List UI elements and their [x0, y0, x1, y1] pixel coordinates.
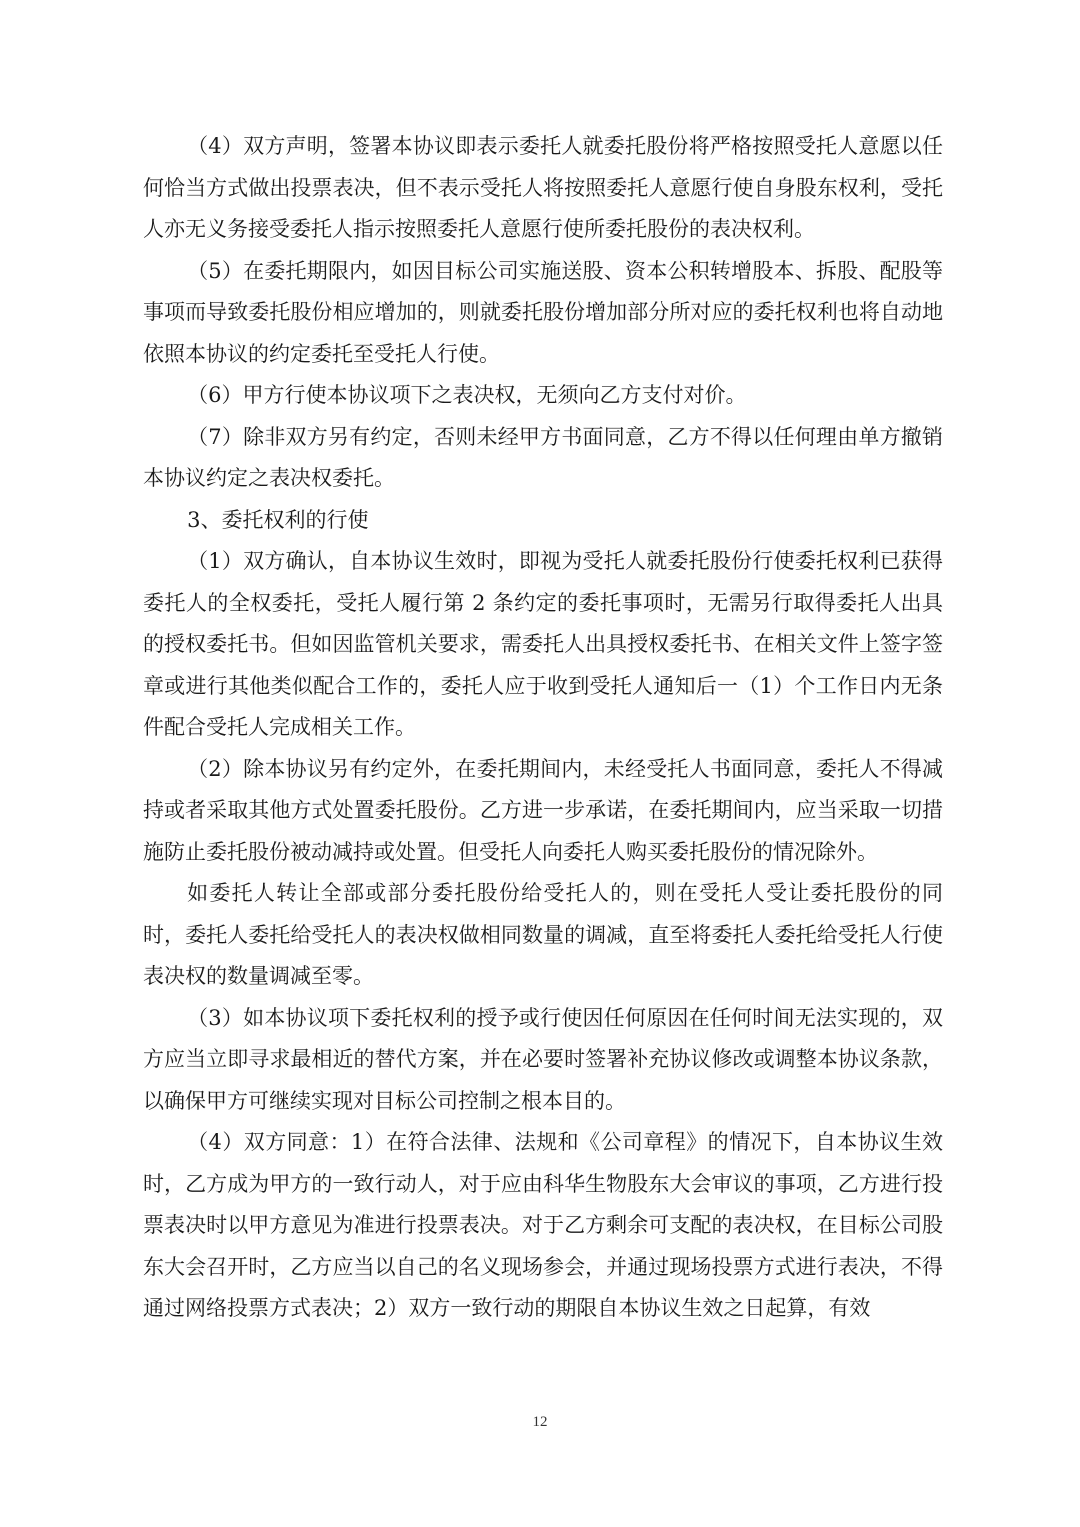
clause-paragraph: （5）在委托期限内，如因目标公司实施送股、资本公积转增股本、拆股、配股等事项而导致委托股份相应增加的，则就委托股份增加部分所对应的委托权利也将自动地依照本协议的约定委托至受托人行使。 [143, 258, 943, 366]
clause-paragraph: （6）甲方行使本协议项下之表决权，无须向乙方支付对价。 [187, 383, 747, 407]
clause-paragraph: （3）如本协议项下委托权利的授予或行使因任何原因在任何时间无法实现的，双方应当立即寻求最相近的替代方案，并在必要时签署补充协议修改或调整本协议条款，以确保甲方可继续实现对目标公司控制之根本目的。 [143, 1005, 943, 1113]
clause-paragraph: （1）双方确认，自本协议生效时，即视为受托人就委托股份行使委托权利已获得委托人的全权委托，受托人履行第 2 条约定的委托事项时，无需另行取得委托人出具的授权委托书。但如因监管机关要求，需委托人出具授权委托书、在相关文件上签字签章或进行其他类似配合工作的，委托人应于收到受托人通知后一（1）个工作日内无条件配合受托人完成相关工作。 [143, 549, 943, 739]
clause-paragraph: （4）双方同意：1）在符合法律、法规和《公司章程》的情况下，自本协议生效时，乙方成为甲方的一致行动人，对于应由科华生物股东大会审议的事项，乙方进行投票表决时以甲方意见为准进行投票表决。对于乙方剩余可支配的表决权，在目标公司股东大会召开时，乙方应当以自己的名义现场参会，并通过现场投票方式进行表决，不得通过网络投票方式表决；2）双方一致行动的期限自本协议生效之日起算，有效 [143, 1130, 943, 1320]
clause-paragraph: 如委托人转让全部或部分委托股份给受托人的，则在受托人受让委托股份的同时，委托人委托给受托人的表决权做相同数量的调减，直至将委托人委托给受托人行使表决权的数量调减至零。 [143, 881, 943, 988]
document-page [143, 126, 943, 1330]
clause-paragraph: （7）除非双方另有约定，否则未经甲方书面同意，乙方不得以任何理由单方撤销本协议约定之表决权委托。 [143, 424, 943, 490]
page-number: 12 [532, 1414, 548, 1430]
section-heading: 3、委托权利的行使 [187, 507, 369, 532]
clause-paragraph: （2）除本协议另有约定外，在委托期间内，未经受托人书面同意，委托人不得减持或者采取其他方式处置委托股份。乙方进一步承诺，在委托期间内，应当采取一切措施防止委托股份被动减持或处置。但受托人向委托人购买委托股份的情况除外。 [143, 756, 943, 864]
clause-paragraph: （4）双方声明，签署本协议即表示委托人就委托股份将严格按照受托人意愿以任何恰当方式做出投票表决，但不表示受托人将按照委托人意愿行使自身股东权利，受托人亦无义务接受委托人指示按照委托人意愿行使所委托股份的表决权利。 [143, 134, 943, 241]
